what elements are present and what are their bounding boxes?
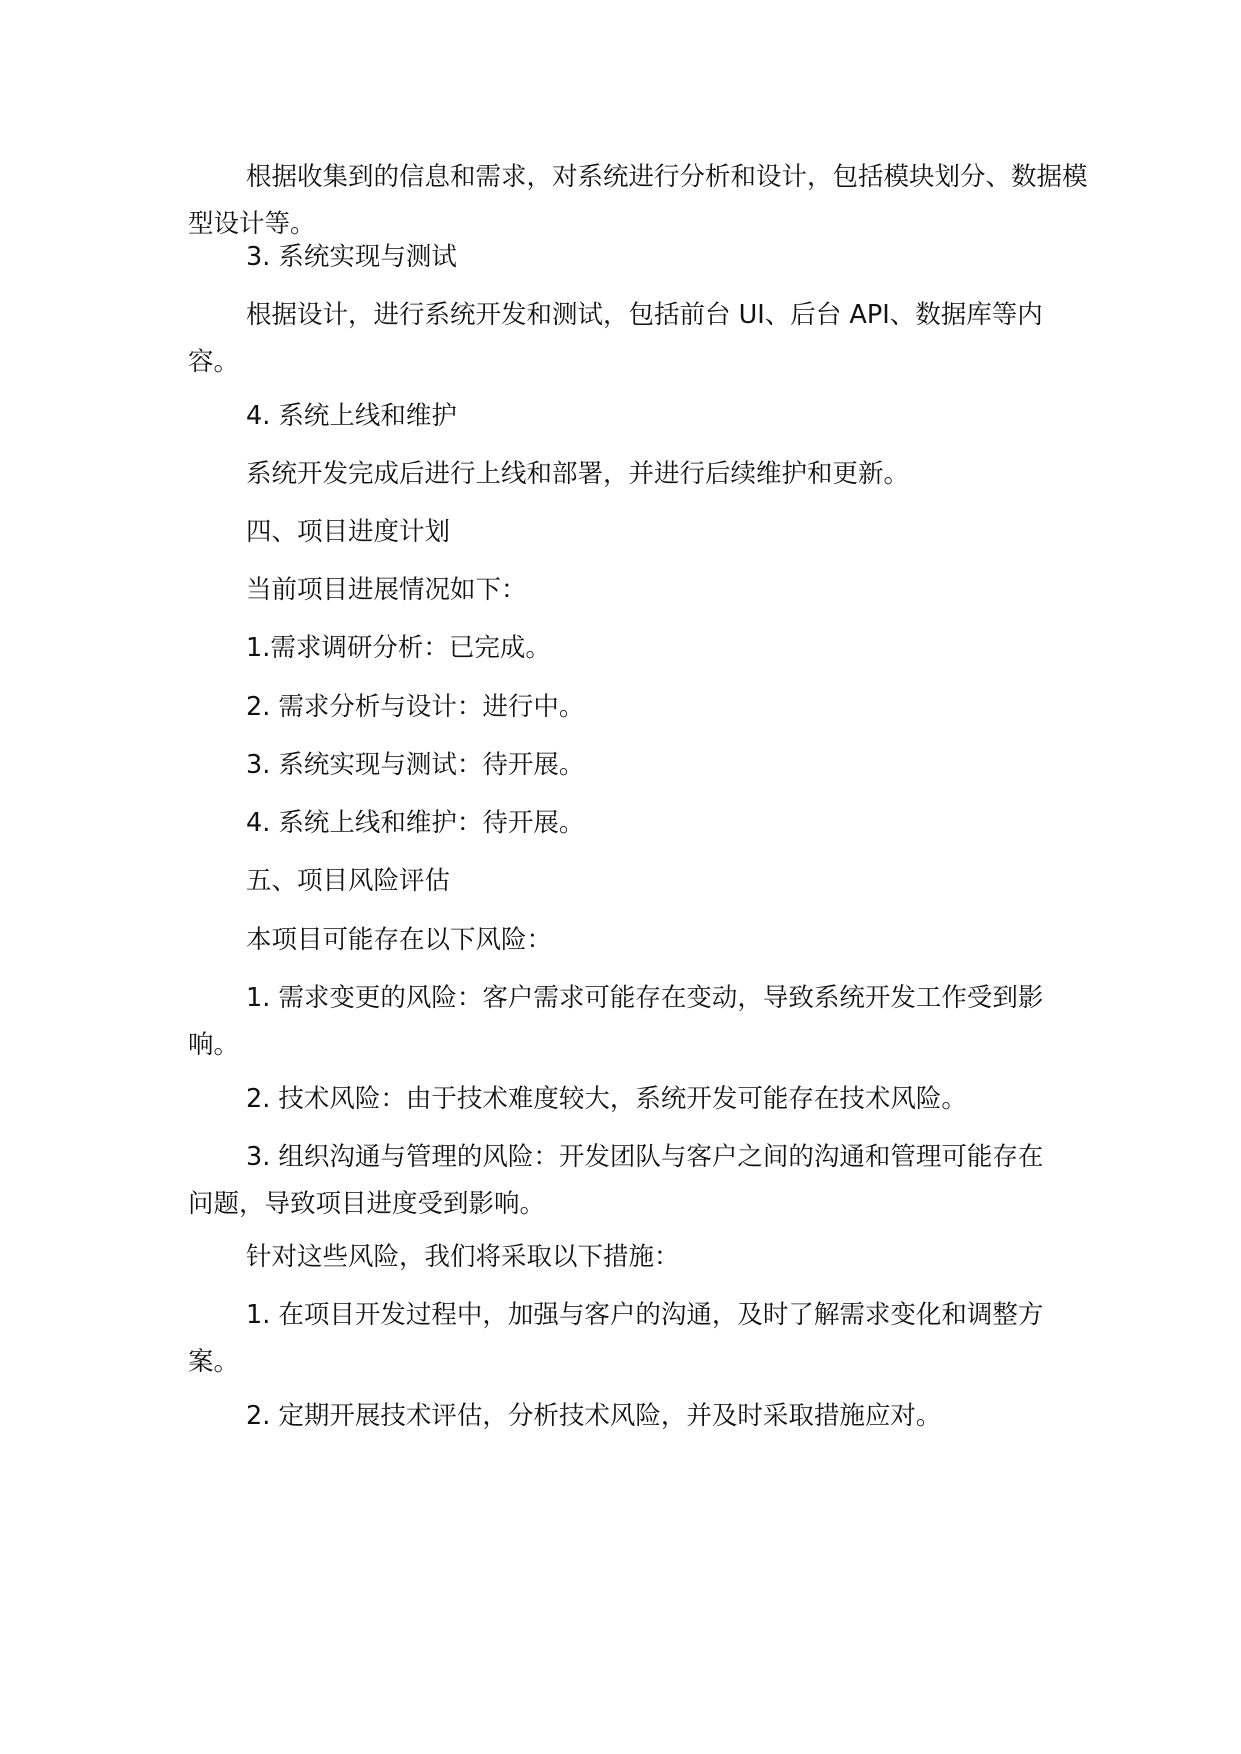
heading-system-implementation: 3. 系统实现与测试: [246, 242, 457, 272]
list-item-measure-1: 1. 在项目开发过程中，加强与客户的沟通，及时了解需求变化和调整方案。: [188, 1300, 1044, 1377]
paragraph-risk-intro: 本项目可能存在以下风险：: [246, 925, 553, 955]
paragraph-deployment: 系统开发完成后进行上线和部署，并进行后续维护和更新。: [246, 459, 910, 489]
list-item-measure-2: 2. 定期开展技术评估，分析技术风险，并及时采取措施应对。: [246, 1401, 942, 1431]
list-item-progress-4: 4. 系统上线和维护：待开展。: [246, 808, 585, 838]
heading-system-launch: 4. 系统上线和维护: [246, 401, 457, 431]
paragraph-progress-intro: 当前项目进展情况如下：: [246, 575, 527, 605]
heading-project-schedule: 四、项目进度计划: [246, 517, 451, 547]
list-item-risk-3: 3. 组织沟通与管理的风险：开发团队与客户之间的沟通和管理可能存在问题，导致项目进度受到影响。: [188, 1142, 1044, 1219]
list-item-risk-2: 2. 技术风险：由于技术难度较大，系统开发可能存在技术风险。: [246, 1084, 967, 1114]
list-item-progress-2: 2. 需求分析与设计：进行中。: [246, 692, 585, 722]
list-item-progress-1: 1.需求调研分析：已完成。: [246, 633, 551, 663]
list-item-risk-1: 1. 需求变更的风险：客户需求可能存在变动，导致系统开发工作受到影响。: [188, 983, 1044, 1060]
paragraph-system-development: 根据设计，进行系统开发和测试，包括前台 UI、后台 API、数据库等内容。: [188, 300, 1043, 377]
paragraph-measures-intro: 针对这些风险，我们将采取以下措施：: [246, 1242, 680, 1272]
list-item-progress-3: 3. 系统实现与测试：待开展。: [246, 750, 585, 780]
paragraph-analysis-design: 根据收集到的信息和需求，对系统进行分析和设计，包括模块划分、数据模型设计等。: [188, 162, 1088, 239]
heading-risk-assessment: 五、项目风险评估: [246, 866, 451, 896]
